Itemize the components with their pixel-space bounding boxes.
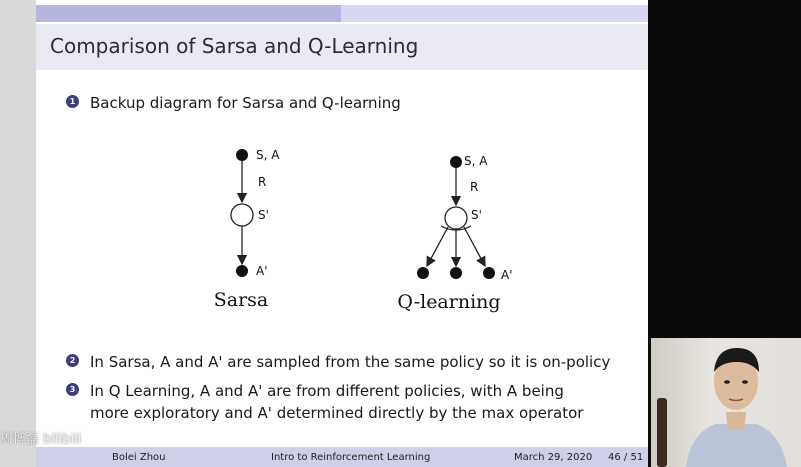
- progress-bar-left-segment: [36, 5, 341, 22]
- qlearning-node-bottom-right: [483, 267, 495, 279]
- sarsa-node-bottom: [236, 265, 248, 277]
- sarsa-node-mid: [231, 204, 253, 226]
- bullet-number-1: 1: [66, 95, 79, 108]
- sarsa-diagram: [214, 148, 281, 311]
- footer-date: March 29, 2020: [514, 451, 593, 463]
- qlearning-edge-label: R: [470, 180, 479, 194]
- qlearning-caption: Q-learning: [397, 291, 501, 313]
- slide: [36, 0, 648, 467]
- bullet-2-text: In Sarsa, A and A' are sampled from the same policy so it is on-policy: [90, 353, 611, 371]
- qlearning-node-bottom-center: [450, 267, 462, 279]
- bullet-2: [66, 351, 610, 373]
- bullet-number-3: 3: [66, 383, 79, 396]
- bullet-1: [66, 92, 401, 114]
- sarsa-node-mid-label: S': [258, 208, 269, 222]
- qlearning-node-top: [450, 156, 462, 168]
- bullet-number-2: 2: [66, 354, 79, 367]
- bullet-3-line-2: more exploratory and A' determined directly by the max operator: [90, 404, 584, 422]
- qlearning-node-top-label: S, A: [464, 154, 488, 168]
- qlearning-node-mid: [445, 207, 467, 229]
- left-edge-strip: [0, 0, 36, 467]
- qlearning-edge-left: [427, 227, 448, 266]
- qlearning-diagram: [397, 154, 512, 313]
- video-watermark: 周博磊 bilibili: [0, 432, 82, 447]
- presenter-avatar: [681, 342, 791, 467]
- footer-page-number: 46 / 51: [608, 451, 644, 463]
- sarsa-node-bottom-label: A': [256, 264, 268, 278]
- qlearning-node-mid-label: S': [471, 208, 482, 222]
- bullet-1-text: Backup diagram for Sarsa and Q-learning: [90, 94, 401, 112]
- slide-progress-bar: [36, 5, 648, 22]
- progress-bar-right-segment: [341, 5, 648, 22]
- footer-course: Intro to Reinforcement Learning: [271, 451, 431, 463]
- footer-author: Bolei Zhou: [112, 451, 166, 463]
- bullet-3: [66, 380, 583, 424]
- bullet-3-line-1: In Q Learning, A and A' are from different policies, with A being: [90, 382, 564, 400]
- sarsa-node-top: [236, 149, 248, 161]
- bullet-3-text: [90, 380, 583, 424]
- guitar-neck: [657, 398, 667, 467]
- backup-diagram: [36, 140, 648, 325]
- qlearning-node-bottom-left: [417, 267, 429, 279]
- sarsa-caption: Sarsa: [213, 289, 269, 311]
- title-band: [36, 24, 648, 70]
- webcam-overlay: [651, 338, 801, 467]
- sarsa-node-top-label: S, A: [256, 148, 280, 162]
- slide-title: Comparison of Sarsa and Q-Learning: [50, 34, 419, 58]
- sarsa-edge-label: R: [258, 175, 267, 189]
- slide-footer: [36, 447, 648, 467]
- qlearning-node-bottom-label: A': [501, 268, 513, 282]
- qlearning-edge-right: [464, 227, 485, 266]
